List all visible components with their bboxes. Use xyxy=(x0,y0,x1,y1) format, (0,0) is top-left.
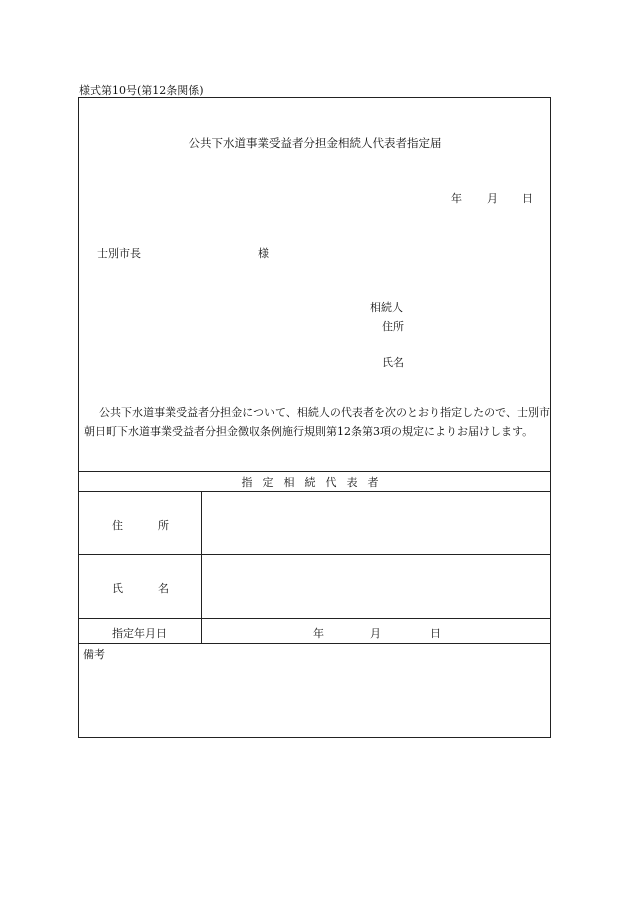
heir-address-label: 住所 xyxy=(382,320,404,333)
divider-date-bottom xyxy=(78,643,551,644)
date-day-label: 日 xyxy=(522,192,533,205)
heir-label: 相続人 xyxy=(370,301,403,314)
designation-date-month: 月 xyxy=(370,627,381,640)
date-month-label: 月 xyxy=(487,192,498,205)
designation-date-label: 指定年月日 xyxy=(112,627,167,640)
designation-date-day: 日 xyxy=(430,627,441,640)
name-row-label-2: 名 xyxy=(158,582,169,595)
remarks-label: 備考 xyxy=(83,648,105,661)
name-row-label-1: 氏 xyxy=(112,582,123,595)
body-text: 公共下水道事業受益者分担金について、相続人の代表者を次のとおり指定したので、士別市朝日町下水道事業受益者分担金徴収条例施行規則第12条第3項の規定によりお届けします。 xyxy=(84,406,550,438)
date-year-label: 年 xyxy=(451,192,462,205)
form-title: 公共下水道事業受益者分担金相続人代表者指定届 xyxy=(188,136,442,150)
remarks-field[interactable] xyxy=(79,662,550,736)
representative-name-field[interactable] xyxy=(202,555,550,618)
heir-name-label: 氏名 xyxy=(382,356,404,369)
designation-date-year: 年 xyxy=(313,627,324,640)
divider-name-bottom xyxy=(78,618,551,619)
divider-section-top xyxy=(78,471,551,472)
address-row-label-1: 住 xyxy=(112,519,123,532)
honorific: 様 xyxy=(258,247,269,260)
table-header: 指定相続代表者 xyxy=(241,476,389,489)
form-number: 様式第10号(第12条関係) xyxy=(79,84,204,97)
representative-address-field[interactable] xyxy=(202,492,550,554)
addressee: 士別市長 xyxy=(97,247,141,260)
address-row-label-2: 所 xyxy=(158,519,169,532)
